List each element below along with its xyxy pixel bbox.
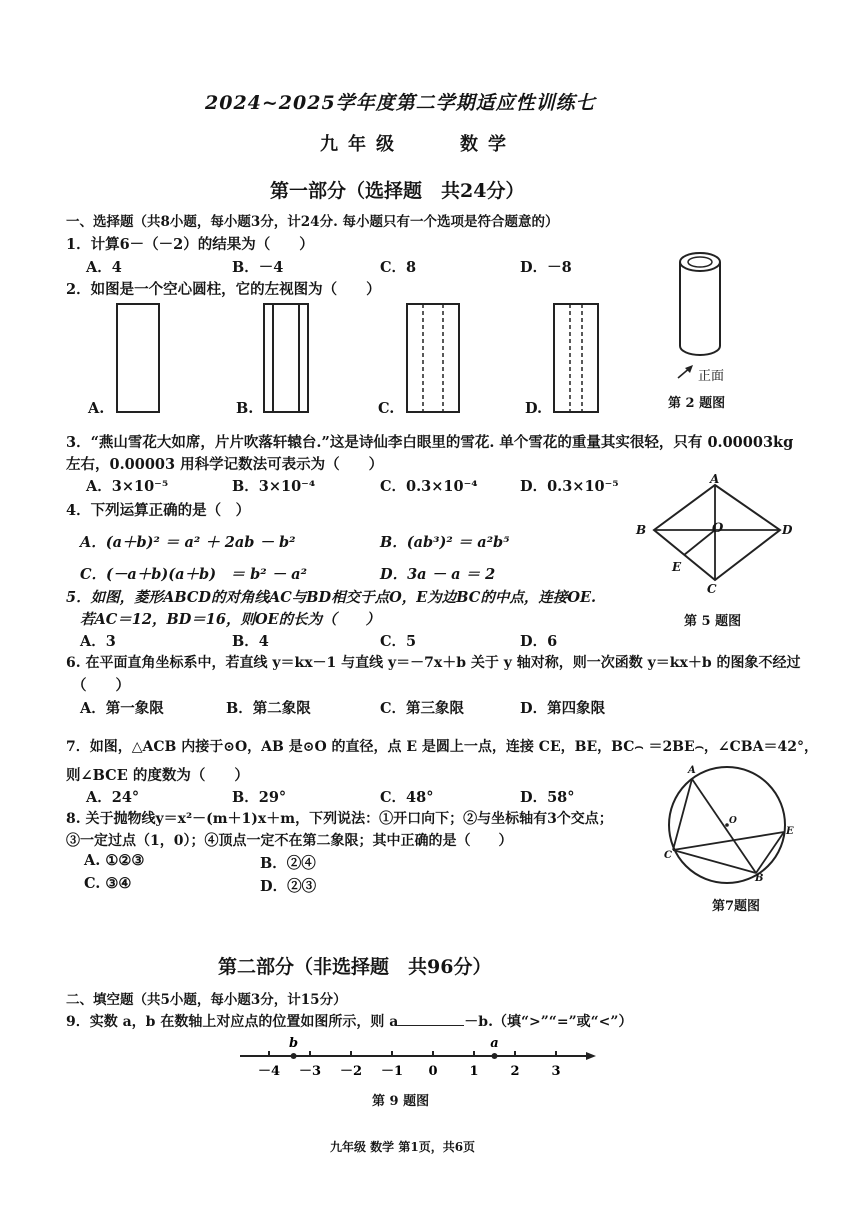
number-line-point-a	[492, 1053, 498, 1059]
rhombus-figure	[640, 470, 820, 600]
q2-option-c: C.	[378, 400, 395, 417]
hollow-cylinder-figure	[676, 250, 726, 362]
q2-option-c-figure	[406, 303, 462, 415]
circle-point-b: B	[755, 873, 764, 884]
q4-stem: 4．下列运算正确的是（ ）	[66, 502, 251, 519]
q7-line2: 则∠BCE 的度数为（ ）	[66, 767, 249, 784]
q2-stem: 2．如图是一个空心圆柱，它的左视图为（ ）	[66, 281, 381, 298]
q4-option-b: B．(ab³)² ＝ a²b⁵	[380, 534, 510, 551]
part1-heading: 第一部分（选择题 共24分）	[270, 180, 525, 202]
q5-caption: 第 5 题图	[684, 614, 742, 629]
q1-option-b: B．－4	[232, 259, 284, 276]
q8-line2: ③一定过点（1，0）；④顶点一定不在第二象限；其中正确的是（ ）	[66, 833, 513, 849]
q6-option-c: C．第三象限	[380, 700, 465, 717]
part2-heading: 第二部分（非选择题 共96分）	[218, 956, 492, 978]
q1-option-d: D．－8	[520, 259, 572, 276]
q1-stem: 1．计算6－（－2）的结果为（ ）	[66, 236, 314, 253]
q5-option-a: A．3	[80, 633, 116, 650]
q8-option-c: C. ③④	[84, 875, 132, 892]
q9-stem-pre: 9．实数 a，b 在数轴上对应点的位置如图所示，则 a	[66, 1014, 399, 1030]
q2-option-a-figure	[116, 303, 164, 415]
q2-option-b: B.	[236, 400, 254, 417]
q3-option-c: C．0.3×10⁻⁴	[380, 478, 478, 495]
rhombus-point-o: O	[712, 521, 724, 536]
number-line-point-label-a: a	[490, 1036, 499, 1051]
q3-option-a: A．3×10⁻⁵	[86, 478, 169, 495]
q4-option-d: D．3a － a ＝ 2	[380, 566, 496, 583]
q2-option-d-figure	[553, 303, 601, 415]
part1-section: 一、选择题（共8小题，每小题3分，计24分. 每小题只有一个选项是符合题意的）	[66, 214, 559, 230]
q4-option-c: C．(－a＋b)(a＋b) ＝ b² － a²	[80, 566, 307, 583]
rhombus-point-e: E	[672, 560, 682, 574]
number-line-point-label-b: b	[289, 1036, 299, 1051]
q2-front-label: 正面	[698, 369, 725, 384]
q8-option-d: D．②③	[260, 878, 317, 895]
q1-option-c: C．8	[380, 259, 417, 276]
number-line-arrow-icon	[586, 1052, 596, 1060]
q4-option-a: A．(a＋b)² ＝ a² ＋ 2ab － b²	[80, 534, 296, 551]
number-line-point-b	[291, 1053, 297, 1059]
q9-caption: 第 9 题图	[372, 1094, 430, 1109]
q9-answer-blank[interactable]	[398, 1013, 464, 1026]
inscribed-triangle-figure	[660, 764, 800, 894]
circle-point-o: O	[729, 816, 737, 826]
number-line	[240, 1030, 600, 1080]
q5-line1: 5．如图，菱形ABCD的对角线AC与BD相交于点O，E为边BC的中点，连接OE.	[66, 589, 597, 606]
part2-section: 二、填空题（共5小题，每小题3分，计15分）	[66, 992, 347, 1008]
rhombus-point-c: C	[707, 582, 717, 596]
q8-option-b: B．②④	[260, 855, 316, 872]
q6-option-d: D．第四象限	[520, 700, 606, 717]
q7-option-c: C．48°	[380, 789, 434, 806]
q3-option-d: D．0.3×10⁻⁵	[520, 478, 619, 495]
number-line-tick-label: 2	[510, 1064, 520, 1079]
q5-option-c: C．5	[380, 633, 417, 650]
q2-option-a: A.	[88, 400, 105, 417]
q5-option-b: B．4	[232, 633, 269, 650]
q7-option-a: A．24°	[86, 789, 140, 806]
q8-line1: 8. 关于抛物线y＝x²－(m＋1)x＋m，下列说法：①开口向下；②与坐标轴有3个交点；	[66, 811, 613, 827]
q9-stem	[66, 1011, 632, 1031]
q3-line1: 3．“燕山雪花大如席，片片吹落轩辕台.”这是诗仙李白眼里的雪花. 单个雪花的重量其实很轻，只有 0.00003kg	[66, 434, 794, 451]
q9-stem-post: －b.（填“>”“=”或“<”）	[464, 1014, 633, 1030]
q7-line1: 7．如图，△ACB 内接于⊙O，AB 是⊙O 的直径，点 E 是圆上一点，连接 CE，BE，BC⌢ ＝2BE⌢，∠CBA＝42°，	[66, 739, 818, 755]
page-footer: 九年级 数学 第1页，共6页	[330, 1140, 476, 1154]
q5-line2: 若AC＝12，BD＝16，则OE的长为（ ）	[80, 611, 381, 628]
number-line-tick-label: －1	[380, 1064, 404, 1079]
q6-option-a: A．第一象限	[80, 700, 164, 717]
rhombus-point-b: B	[636, 523, 647, 537]
grade-label: 九年级	[320, 134, 404, 155]
q6-line2: （ ）	[72, 677, 130, 694]
q3-option-b: B．3×10⁻⁴	[232, 478, 316, 495]
number-line-tick-label: 1	[469, 1064, 479, 1079]
circle-point-c: C	[664, 850, 672, 861]
number-line-tick-label: 0	[428, 1064, 438, 1079]
subject-label: 数学	[460, 134, 516, 155]
q7-caption: 第7题图	[712, 899, 761, 914]
q2-option-b-figure	[263, 303, 311, 415]
q5-option-d: D．6	[520, 633, 558, 650]
q3-line2: 左右，0.00003 用科学记数法可表示为（ ）	[66, 456, 384, 473]
q2-option-d: D.	[525, 400, 543, 417]
number-line-tick-label: －4	[257, 1064, 281, 1079]
rhombus-point-a: A	[710, 472, 720, 486]
q8-option-a: A. ①②③	[84, 852, 145, 869]
q6-option-b: B．第二象限	[226, 700, 311, 717]
exam-title: 2024~2025学年度第二学期适应性训练七	[205, 92, 596, 114]
q1-option-a: A．4	[86, 259, 122, 276]
number-line-tick-label: 3	[551, 1064, 561, 1079]
q7-option-d: D．58°	[520, 789, 575, 806]
q2-caption: 第 2 题图	[668, 396, 726, 411]
number-line-tick-label: －3	[298, 1064, 322, 1079]
circle-point-a: A	[688, 765, 696, 776]
number-line-tick-label: －2	[339, 1064, 363, 1079]
rhombus-point-d: D	[782, 523, 793, 537]
q6-line1: 6. 在平面直角坐标系中，若直线 y＝kx－1 与直线 y＝－7x＋b 关于 y 轴对称，则一次函数 y＝kx＋b 的图象不经过	[66, 655, 801, 671]
circle-point-e: E	[786, 826, 794, 837]
q7-option-b: B．29°	[232, 789, 287, 806]
front-arrow-icon	[676, 364, 696, 380]
